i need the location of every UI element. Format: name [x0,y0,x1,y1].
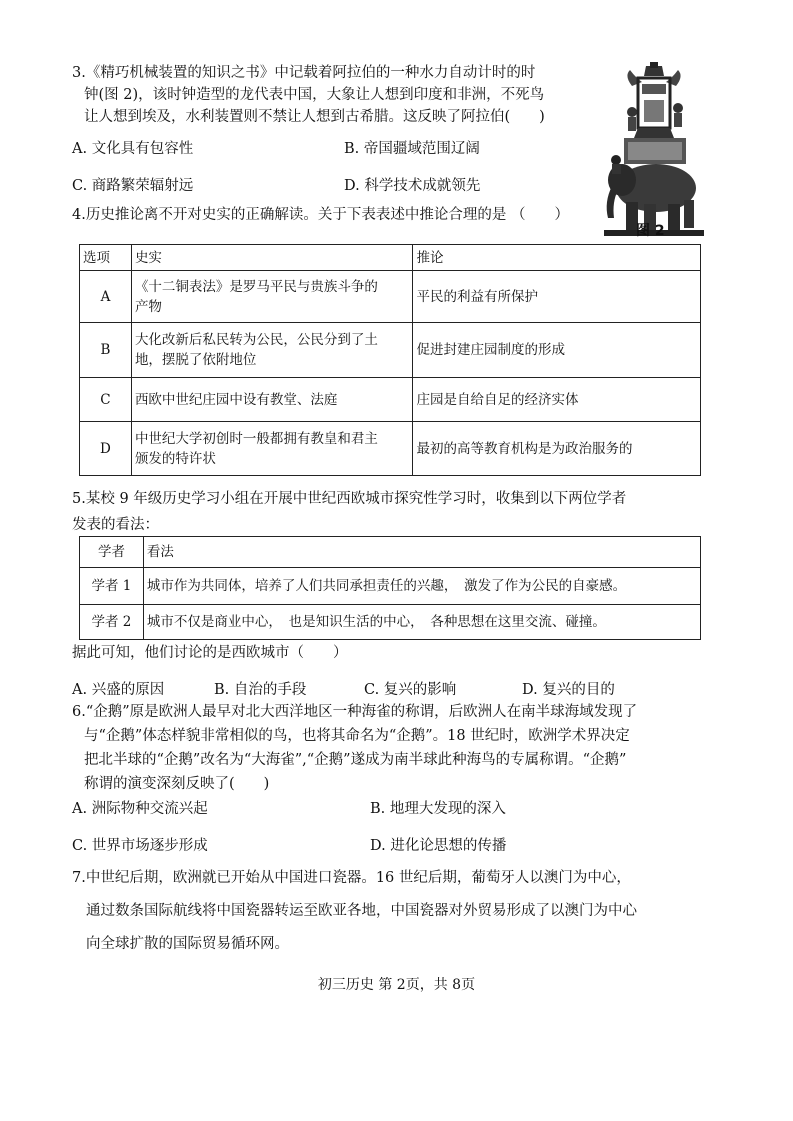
inference-cell: 最初的高等教育机构是为政治服务的 [413,422,701,476]
inference-cell: 庄园是自给自足的经济实体 [413,378,701,422]
q5-table [79,536,701,640]
header-cell: 学者 [80,537,144,568]
question-4-stem: 4.历史推论离不开对史实的正确解读。关于下表表述中推论合理的是 （ ） [72,207,569,223]
text-line: 3.《精巧机械装置的知识之书》中记载着阿拉伯的一种水力自动计时的时 [72,65,536,81]
q6-option-b: B. 地理大发现的深入 [370,801,506,817]
fact-line: 中世纪大学初创时一般都拥有教皇和君主 [134,430,378,447]
option-cell: B [80,323,132,378]
option-cell: D [80,422,132,476]
q3-option-b: B. 帝国疆域范围辽阔 [344,141,480,157]
fact-line: 产物 [134,298,162,315]
page-footer: 初三历史 第 2页，共 8页 [317,977,476,993]
text-line: 通过数条国际航线将中国瓷器转运至欧亚各地，中国瓷器对外贸易形成了以澳门为中心 [86,903,637,919]
q5-option-b: B. 自治的手段 [214,682,307,698]
text-line: 6.“企鹅”原是欧洲人最早对北大西洋地区一种海雀的称谓，后欧洲人在南半球海域发现了 [72,704,638,720]
scholar-cell: 学者 2 [80,605,144,640]
text-line: 发表的看法： [72,517,159,533]
fact-line: 大化改新后私民转为公民，公民分到了土 [134,332,378,348]
fact-cell [131,323,413,378]
q5-question: 据此可知，他们讨论的是西欧城市（ ） [72,645,348,661]
text-line: 钟(图 2)，该时钟造型的龙代表中国，大象让人想到印度和非洲，不死鸟 [84,87,545,103]
text-line: 与“企鹅”体态样貌非常相似的鸟，也将其命名为“企鹅”。18 世纪时，欧洲学术界决定 [84,728,630,744]
q5-option-d: D. 复兴的目的 [522,682,615,698]
header-cell: 看法 [143,537,700,568]
q4-table [79,244,701,476]
scholar-cell: 学者 1 [80,568,144,605]
inference-cell: 促进封建庄园制度的形成 [413,323,701,378]
elephant-clock-figure [602,62,706,240]
option-cell: C [80,378,132,422]
text-line: 7.中世纪后期，欧洲就已开始从中国进口瓷器。16 世纪后期，葡萄牙人以澳门为中心， [72,870,631,886]
table-header-row [80,537,701,568]
view-cell: 城市作为共同体，培养了人们共同承担责任的兴趣， 激发了作为公民的自豪感。 [143,568,700,605]
question-3-stem [72,62,612,128]
fact-cell [131,378,413,422]
fact-line: 地，摆脱了依附地位 [134,352,257,368]
question-5-stem [72,486,626,538]
text-line: 5.某校 9 年级历史学习小组在开展中世纪西欧城市探究性学习时，收集到以下两位学者 [72,491,627,507]
table-row [80,605,701,640]
inference-cell: 平民的利益有所保护 [413,271,701,323]
question-6-stem [72,700,637,796]
table-row [80,378,701,422]
fact-line: 颁发的特许状 [134,450,216,467]
fact-cell [131,271,413,323]
header-cell: 史实 [131,245,413,271]
table-row [80,271,701,323]
text-line: 让人想到埃及，水利装置则不禁让人想到古希腊。这反映了阿拉伯( ) [84,109,545,125]
table-row [80,568,701,605]
q6-option-c: C. 世界市场逐步形成 [72,838,208,854]
figure-2-label: 图 2 [636,223,665,239]
q5-option-a: A. 兴盛的原因 [72,682,165,698]
header-cell: 推论 [413,245,701,271]
q3-option-d: D. 科学技术成就领先 [344,178,481,194]
fact-line: 西欧中世纪庄园中设有教堂、法庭 [134,391,338,408]
header-cell: 选项 [80,245,132,271]
q6-option-a: A. 洲际物种交流兴起 [72,801,208,817]
table-row [80,323,701,378]
text-line: 称谓的演变深刻反映了( ) [84,776,270,792]
option-cell: A [80,271,132,323]
fact-cell [131,422,413,476]
q3-option-a: A. 文化具有包容性 [72,141,194,157]
q6-option-d: D. 进化论思想的传播 [370,838,507,854]
q3-option-c: C. 商路繁荣辐射远 [72,178,194,194]
view-cell: 城市不仅是商业中心， 也是知识生活的中心， 各种思想在这里交流、碰撞。 [143,605,700,640]
question-7-stem [72,862,637,961]
q5-option-c: C. 复兴的影响 [364,682,457,698]
fact-line: 《十二铜表法》是罗马平民与贵族斗争的 [134,278,378,295]
table-row [80,422,701,476]
table-header-row [80,245,701,271]
text-line: 向全球扩散的国际贸易循环网。 [86,936,289,952]
text-line: 把北半球的“企鹅”改名为“大海雀”,“企鹅”遂成为南半球此种海鸟的专属称谓。“企鹅” [84,752,627,768]
